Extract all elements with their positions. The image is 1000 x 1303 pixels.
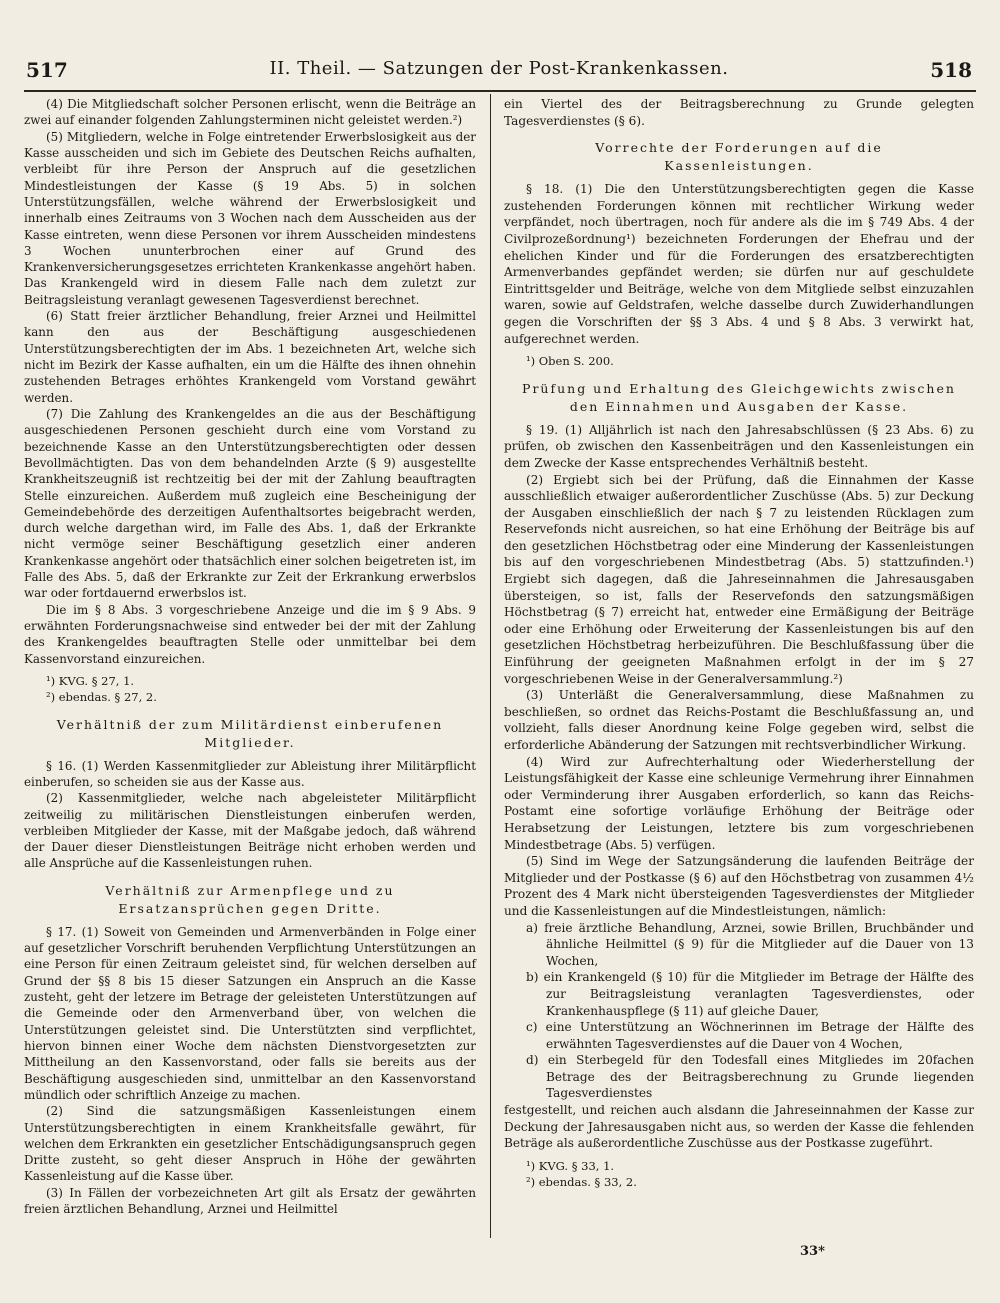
section-heading: Verhältniß der zum Militärdienst einberufenen Mitglieder. [56,716,444,750]
header-rule [24,90,976,92]
section-heading: Prüfung und Erhaltung des Gleichgewichts zwischen den Einnahmen und Ausgaben der Kasse. [522,380,956,414]
paragraph: (7) Die Zahlung des Krankengeldes an die aus der Beschäftigung ausgeschiedenen Personen geschieht durch eine vom Vorstand zu bezeichnende Kasse an den Unterstützungsberechtigten oder dessen Bevollmächtigten. Das von dem behandelnden Arzte (§ 9) ausgestellte Krankheitszeugniß ist rechtzeitig bei der mit der Zahlung beauftragten Stelle einzureichen. Außerdem muß zugleich eine Bescheinigung der Gemeindebehörde des derzeitigen Aufenthaltsortes beigebracht werden, durch welche dargethan wird, im Falle des Abs. 1, daß der Erkrankte nicht vermöge seiner Beschäftigung gesetzlich einer anderen Krankenkasse angehört oder thatsächlich einer solchen beigetreten ist, im Falle des Abs. 5, daß der Erkrankte zur Zeit der Erkrankung erwerbslos war oder fortdauernd erwerbslos ist. [24,406,476,601]
paragraph: (3) Unterläßt die Generalversammlung, diese Maßnahmen zu beschließen, so ordnet das Reichs-Postamt die Beschlußfassung an, und vollzieht, falls dieser Anordnung keine Folge gegeben wird, selbst die erforderliche Abänderung der Satzungen mit rechtsverbindlicher Wirkung. [504,688,974,752]
paragraph: (2) Ergiebt sich bei der Prüfung, daß die Einnahmen der Kasse ausschließlich etwaiger außerordentlicher Zuschüsse (Abs. 5) zur Deckung der Ausgaben einschließlich der nach § 7 zu leistenden Rücklagen zum Reservefonds nicht ausreichen, so hat eine Erhöhung der Beiträge bis auf den gesetzlichen Höchstbetrag oder eine Minderung der Kassenleistungen bis auf den vorgeschriebenen Mindestbetrag (Abs. 5) stattzufinden.¹) Ergiebt sich dagegen, daß die Jahreseinnahmen die Jahresausgaben übersteigen, so ist, falls der Reservefonds den satzungsmäßigen Höchstbetrag (§ 7) erreicht hat, entweder eine Ermäßigung der Beiträge oder eine Erhöhung oder Erweiterung der Kassenleistungen bis auf den gesetzlichen Höchstbetrag herbeizuführen. Die Beschlußfassung über die Einführung der geeigneten Maßnahmen erfolgt in der im § 27 vorgeschriebenen Weise in der Generalversammlung.²) [504,472,974,686]
left-column [24,96,476,1217]
footnote: ²) ebendas. § 33, 2. [526,1175,637,1190]
paragraph: (2) Kassenmitglieder, welche nach abgeleisteter Militärpflicht zeitweilig zu militärischen Dienstleistungen einberufen werden, verbleiben Mitglieder der Kasse, mit der Maßgabe jedoch, daß während der Dauer dieser Dienstleistungen Beiträge nicht erhoben werden und alle Ansprüche auf die Kassenleistungen ruhen. [24,791,476,871]
page-header [26,58,972,92]
paragraph: § 16. (1) Werden Kassenmitglieder zur Ableistung ihrer Militärpflicht einberufen, so scheiden sie aus der Kasse aus. [24,758,476,789]
paragraph: (4) Die Mitgliedschaft solcher Personen erlischt, wenn die Beiträge an zwei auf einander folgenden Zahlungsterminen nicht geleistet werden.²) [24,97,476,128]
paragraph: § 17. (1) Soweit von Gemeinden und Armenverbänden in Folge einer auf gesetzlicher Vorschrift beruhenden Verpflichtung Unterstützungen an eine Person für einen Zeitraum geleistet sind, für welchen derselben auf Grund der §§ 8 bis 15 dieser Satzungen ein Anspruch an die Kasse zusteht, geht der letzere im Betrage der geleisteten Unterstützungen auf die Gemeinde oder den Armenverband über, von welchen die Unterstützungen geleistet sind. Die Unterstützten sind verpflichtet, hiervon binnen einer Woche dem nächsten Dienstvorgesetzten zur Mittheilung an den Kassenvorstand, oder falls sie bereits aus der Beschäftigung ausgeschieden sind, unmittelbar an den Kassenvorstand mündlich oder schriftlich Anzeige zu machen. [24,924,476,1102]
paragraph: (2) Sind die satzungsmäßigen Kassenleistungen einem Unterstützungsberechtigten in einem Krankheitsfalle gewährt, für welchen dem Erkrankten ein gesetzlicher Entschädigungsanspruch gegen Dritte zusteht, so geht dieser Anspruch in Höhe der gewährten Kassenleistung auf die Kasse über. [24,1104,476,1184]
list-item: c) eine Unterstützung an Wöchnerinnen im Betrage der Hälfte des erwähnten Tagesverdienstes auf die Dauer von 4 Wochen, [526,1020,974,1051]
page-number-right: 518 [930,58,972,82]
paragraph: § 18. (1) Die den Unterstützungsberechtigten gegen die Kasse zustehenden Forderungen können mit rechtlicher Wirkung weder verpfändet, noch übertragen, noch für andere als die im § 749 Abs. 4 der Civilprozeßordnung¹) bezeichneten Forderungen der Ehefrau und der ehelichen Kinder und für die Forderungen des ersatzberechtigten Armenverbandes gepfändet werden; sie dürfen nur auf geschuldete Eintrittsgelder und Beiträge, welche von dem Mitgliede selbst einzuzahlen waren, sowie auf Geldstrafen, welche dasselbe durch Zuwiderhandlungen gegen die Vorschriften der §§ 3 Abs. 4 und § 8 Abs. 3 verwirkt hat, aufgerechnet werden. [504,182,974,346]
printer-signature: 33* [800,1244,825,1259]
paragraph-continued: festgestellt, und reichen auch alsdann die Jahreseinnahmen der Kasse zur Deckung der Jahresausgaben nicht aus, so werden der Kasse die fehlenden Beträge als außerordentliche Zuschüsse aus der Postkasse zugeführt. [504,1103,974,1151]
paragraph: (5) Sind im Wege der Satzungsänderung die laufenden Beiträge der Mitglieder und der Postkasse (§ 6) auf den Höchstbetrag von zusammen 4½ Prozent des 4 Mark nicht übersteigenden Tagesverdienstes der Mitglieder und die Kassenleistungen auf die Mindestleistungen, nämlich: [504,854,974,918]
column-divider [490,94,491,1238]
footnote: ²) ebendas. § 27, 2. [46,690,157,705]
footnote: ¹) Oben S. 200. [526,354,614,369]
list-item: a) freie ärztliche Behandlung, Arznei, sowie Brillen, Bruchbänder und ähnliche Heilmittel (§ 9) für die Mitglieder auf die Dauer von 13 Wochen, [526,920,974,968]
list-item: d) ein Sterbegeld für den Todesfall eines Mitgliedes im 20fachen Betrage des der Beitragsberechnung zu Grunde liegenden Tagesverdienstes [526,1053,974,1101]
right-column [504,96,974,1191]
page-number-left: 517 [26,58,68,82]
paragraph: Die im § 8 Abs. 3 vorgeschriebene Anzeige und die im § 9 Abs. 9 erwähnten Forderungsnachweise sind entweder bei der mit der Zahlung des Krankengeldes beauftragten Stelle oder unmittelbar bei dem Kassenvorstand einzureichen. [24,602,476,666]
footnote: ¹) KVG. § 33, 1. [526,1158,615,1173]
paragraph: (3) In Fällen der vorbezeichneten Art gilt als Ersatz der gewährten freien ärztlichen Behandlung, Arznei und Heilmittel [24,1185,476,1217]
footnote: ¹) KVG. § 27, 1. [46,673,135,688]
list-item: b) ein Krankengeld (§ 10) für die Mitglieder im Betrage der Hälfte des zur Beitragsleistung veranlagten Tagesverdienstes, oder Krankenhauspflege (§ 11) auf gleiche Dauer, [526,970,974,1018]
running-title: II. Theil. — Satzungen der Post-Krankenkassen. [269,58,729,79]
paragraph: (6) Statt freier ärztlicher Behandlung, freier Arznei und Heilmittel kann den aus der Beschäftigung ausgeschiedenen Unterstützungsberechtigten der im Abs. 1 bezeichneten Art, welche sich nicht im Bezirk der Kasse aufhalten, ein um die Hälfte des ihnen ohnehin zustehenden Betrages erhöhtes Krankengeld vom Vorstand gewährt werden. [24,309,476,405]
section-heading: Verhältniß zur Armenpflege und zu Ersatzansprüchen gegen Dritte. [105,882,395,916]
section-heading: Vorrechte der Forderungen auf die Kassenleistungen. [595,140,883,174]
paragraph-continued: ein Viertel des der Beitragsberechnung zu Grunde gelegten Tagesverdienstes (§ 6). [504,97,974,128]
paragraph: § 19. (1) Alljährlich ist nach den Jahresabschlüssen (§ 23 Abs. 6) zu prüfen, ob zwischen den Kassenbeiträgen und den Kassenleistungen ein dem Zwecke der Kasse entsprechendes Verhältniß besteht. [504,422,974,470]
paragraph: (4) Wird zur Aufrechterhaltung oder Wiederherstellung der Leistungsfähigkeit der Kasse eine schleunige Vermehrung ihrer Einnahmen oder Verminderung ihrer Ausgaben erforderlich, so kann das Reichs-Postamt eine sofortige vorläufige Erhöhung der Beiträge oder Herabsetzung der Leistungen, letztere bis zum vorgeschriebenen Mindestbetrage (Abs. 5) verfügen. [504,754,974,852]
paragraph: (5) Mitgliedern, welche in Folge eintretender Erwerbslosigkeit aus der Kasse ausscheiden und sich im Gebiete des Deutschen Reichs aufhalten, verbleibt für ihre Person der Anspruch auf die gesetzlichen Mindestleistungen der Kasse (§ 19 Abs. 5) in solchen Unterstützungsfällen, welche während der Erwerbslosigkeit und innerhalb eines Zeitraums von 3 Wochen nach dem Ausscheiden aus der Kasse eintreten, wenn diese Personen vor ihrem Ausscheiden mindestens 3 Wochen ununterbrochen einer auf Grund des Krankenversicherungsgesetzes errichteten Krankenkasse angehört haben. Das Krankengeld wird in diesem Falle nach dem zuletzt zur Beitragsleistung veranlagt gewesenen Tagesverdienst berechnet. [24,129,476,307]
